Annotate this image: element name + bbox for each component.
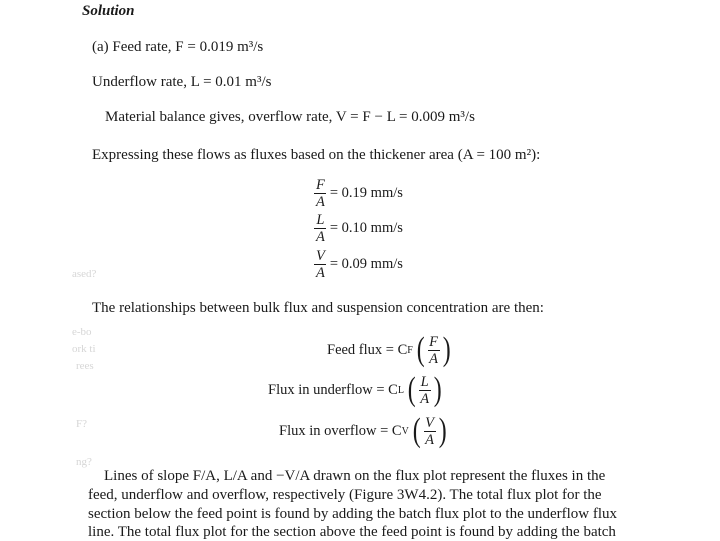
overflow-flux-equation xyxy=(279,414,448,448)
right-paren: ) xyxy=(438,412,447,449)
fraction-l-over-a xyxy=(314,213,403,244)
paragraph-line: line. The total flux plot for the section above the feed point is found by adding the batch xyxy=(88,524,616,540)
right-paren: ) xyxy=(433,371,442,408)
denominator: A xyxy=(420,390,430,407)
fraction-f-over-a xyxy=(314,178,403,209)
denominator: A xyxy=(316,229,325,245)
numerator: L xyxy=(316,212,325,228)
numerator: F xyxy=(429,333,439,350)
fraction-v-over-a xyxy=(314,249,403,280)
denominator: A xyxy=(316,265,325,281)
flux-subscript: V xyxy=(401,425,409,437)
bleed-through-text: e-bo xyxy=(72,326,92,338)
left-paren: ( xyxy=(416,331,425,368)
fraction-value: = 0.19 mm/s xyxy=(329,185,403,201)
denominator: A xyxy=(316,194,325,210)
fraction-value: = 0.10 mm/s xyxy=(329,220,403,236)
flux-label: Flux in overflow = C xyxy=(279,422,402,439)
section-heading: Solution xyxy=(82,3,135,19)
flux-subscript: F xyxy=(407,344,413,356)
flux-subscript: L xyxy=(397,384,404,396)
paragraph-line: section below the feed point is found by adding the batch flux plot to the underflow flux xyxy=(88,506,618,522)
paragraph-line: feed, underflow and overflow, respectively (Figure 3W4.2). The total flux plot for the xyxy=(88,487,602,503)
left-paren: ( xyxy=(407,371,416,408)
numerator: V xyxy=(316,248,325,264)
left-paren: ( xyxy=(412,412,421,449)
fraction xyxy=(314,213,327,244)
bleed-through-text: ased? xyxy=(72,268,97,280)
flux-label: Flux in underflow = C xyxy=(268,381,398,398)
bleed-through-text: F? xyxy=(76,418,87,430)
fraction xyxy=(314,249,327,280)
flux-label: Feed flux = C xyxy=(327,341,408,358)
material-balance-line: Material balance gives, overflow rate, V = F − L = 0.009 m³/s xyxy=(105,109,475,125)
fraction xyxy=(427,335,440,366)
denominator: A xyxy=(425,431,434,448)
parenthesized-fraction xyxy=(406,373,444,407)
relationships-line: The relationships between bulk flux and suspension concentration are then: xyxy=(92,300,544,316)
bleed-through-text: ng? xyxy=(76,456,92,468)
denominator: A xyxy=(429,350,439,367)
feed-rate-line: (a) Feed rate, F = 0.019 m³/s xyxy=(92,39,264,55)
expressing-line: Expressing these flows as fluxes based on the thickener area (A = 100 m²): xyxy=(92,147,541,163)
numerator: V xyxy=(425,414,434,431)
fraction xyxy=(418,375,431,406)
numerator: F xyxy=(316,177,325,193)
bleed-through-text: rees xyxy=(76,360,94,372)
fraction-value: = 0.09 mm/s xyxy=(329,256,403,272)
parenthesized-fraction xyxy=(411,414,449,448)
bleed-through-text: ork ti xyxy=(72,343,96,355)
fraction xyxy=(314,178,327,209)
underflow-rate-line: Underflow rate, L = 0.01 m³/s xyxy=(92,74,272,90)
underflow-flux-equation xyxy=(268,373,443,407)
right-paren: ) xyxy=(442,331,451,368)
paragraph-line: Lines of slope F/A, L/A and −V/A drawn on the flux plot represent the fluxes in the xyxy=(104,468,606,484)
feed-flux-equation xyxy=(327,333,452,367)
parenthesized-fraction xyxy=(415,333,453,367)
numerator: L xyxy=(420,373,429,390)
fraction xyxy=(423,416,436,447)
